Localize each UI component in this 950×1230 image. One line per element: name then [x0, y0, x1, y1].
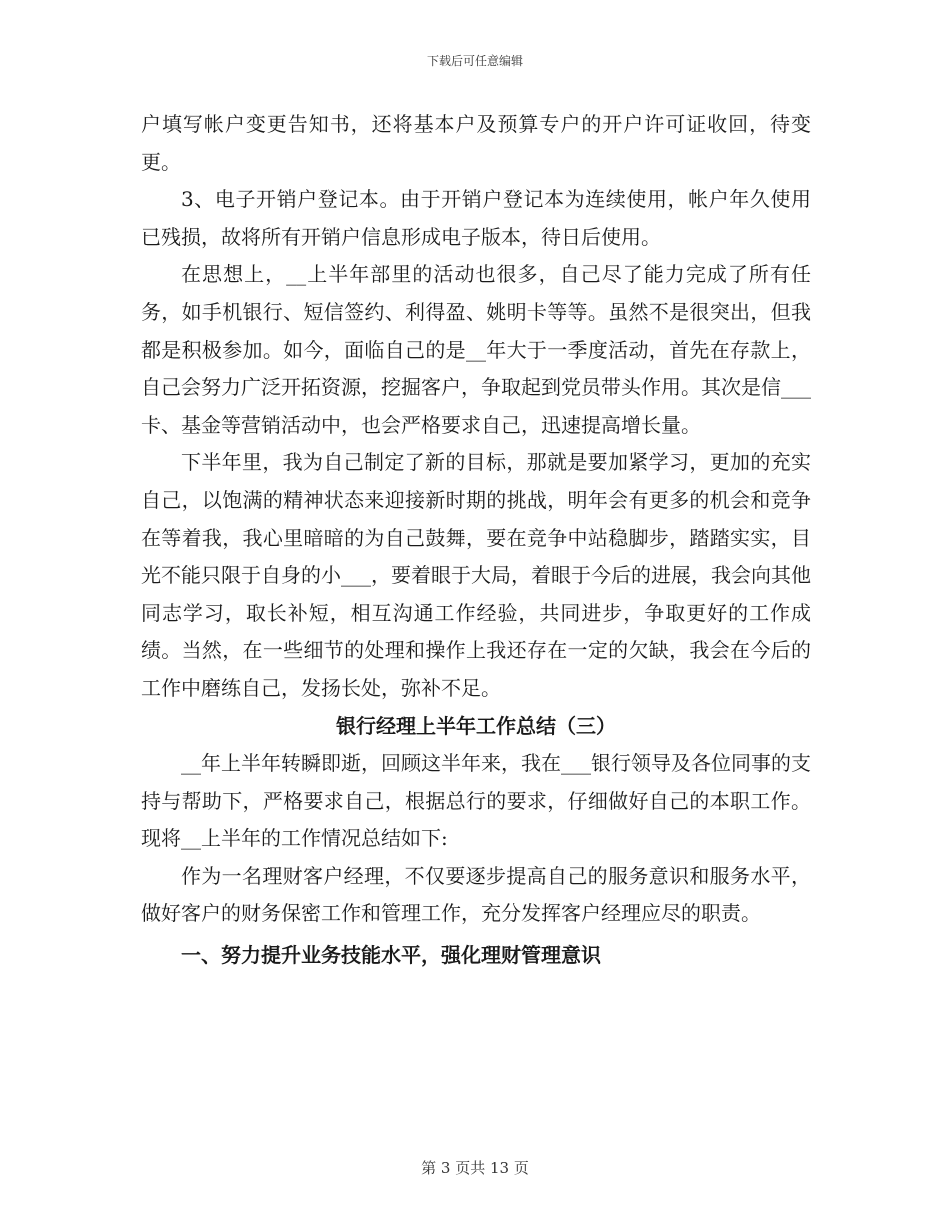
section-subheading: 一、努力提升业务技能水平，强化理财管理意识 [181, 943, 601, 968]
page-header: 下载后可任意编辑 [426, 54, 523, 68]
paragraph: 作为一名理财客户经理，不仅要逐步提高自己的服务意识和服务水平，做好客户的财务保密工作和管理工作，充分发挥客户经理应尽的职责。 [141, 863, 811, 926]
document-body [141, 106, 811, 975]
paragraph: 下半年里，我为自己制定了新的目标，那就是要加紧学习，更加的充实自己，以饱满的精神状态来迎接新时期的挑战，明年会有更多的机会和竞争在等着我，我心里暗暗的为自己鼓舞，要在竞争中站稳脚步，踏踏实实，目光不能只限于自身的小___，要着眼于大局，着眼于今后的进展，我会向其他同志学习，取长补短，相互沟通工作经验，共同进步，争取更好的工作成绩。当然，在一些细节的处理和操作上我还存在一定的欠缺，我会在今后的工作中磨练自己，发扬长处，弥补不足。 [141, 450, 811, 700]
paragraph: 3、电子开销户登记本。由于开销户登记本为连续使用，帐户年久使用已残损，故将所有开销户信息形成电子版本，待日后使用。 [141, 187, 811, 249]
page-footer: 第 3 页共 13 页 [421, 1159, 529, 1177]
paragraph: __年上半年转瞬即逝，回顾这半年来，我在___银行领导及各位同事的支持与帮助下，严格要求自己，根据总行的要求，仔细做好自己的本职工作。现将__上半年的工作情况总结如下: [141, 751, 811, 851]
paragraph: 户填写帐户变更告知书，还将基本户及预算专户的开户许可证收回，待变更。 [141, 112, 811, 174]
paragraph: 在思想上，__上半年部里的活动也很多，自己尽了能力完成了所有任务，如手机银行、短信签约、利得盈、姚明卡等等。虽然不是很突出，但我都是积极参加。如今，面临自己的是__年大于一季度活动，首先在存款上，自己会努力广泛开拓资源，挖掘客户，争取起到党员带头作用。其次是信___卡、基金等营销活动中，也会严格要求自己，迅速提高增长量。 [141, 262, 811, 437]
section-title: 银行经理上半年工作总结（三） [336, 713, 616, 738]
